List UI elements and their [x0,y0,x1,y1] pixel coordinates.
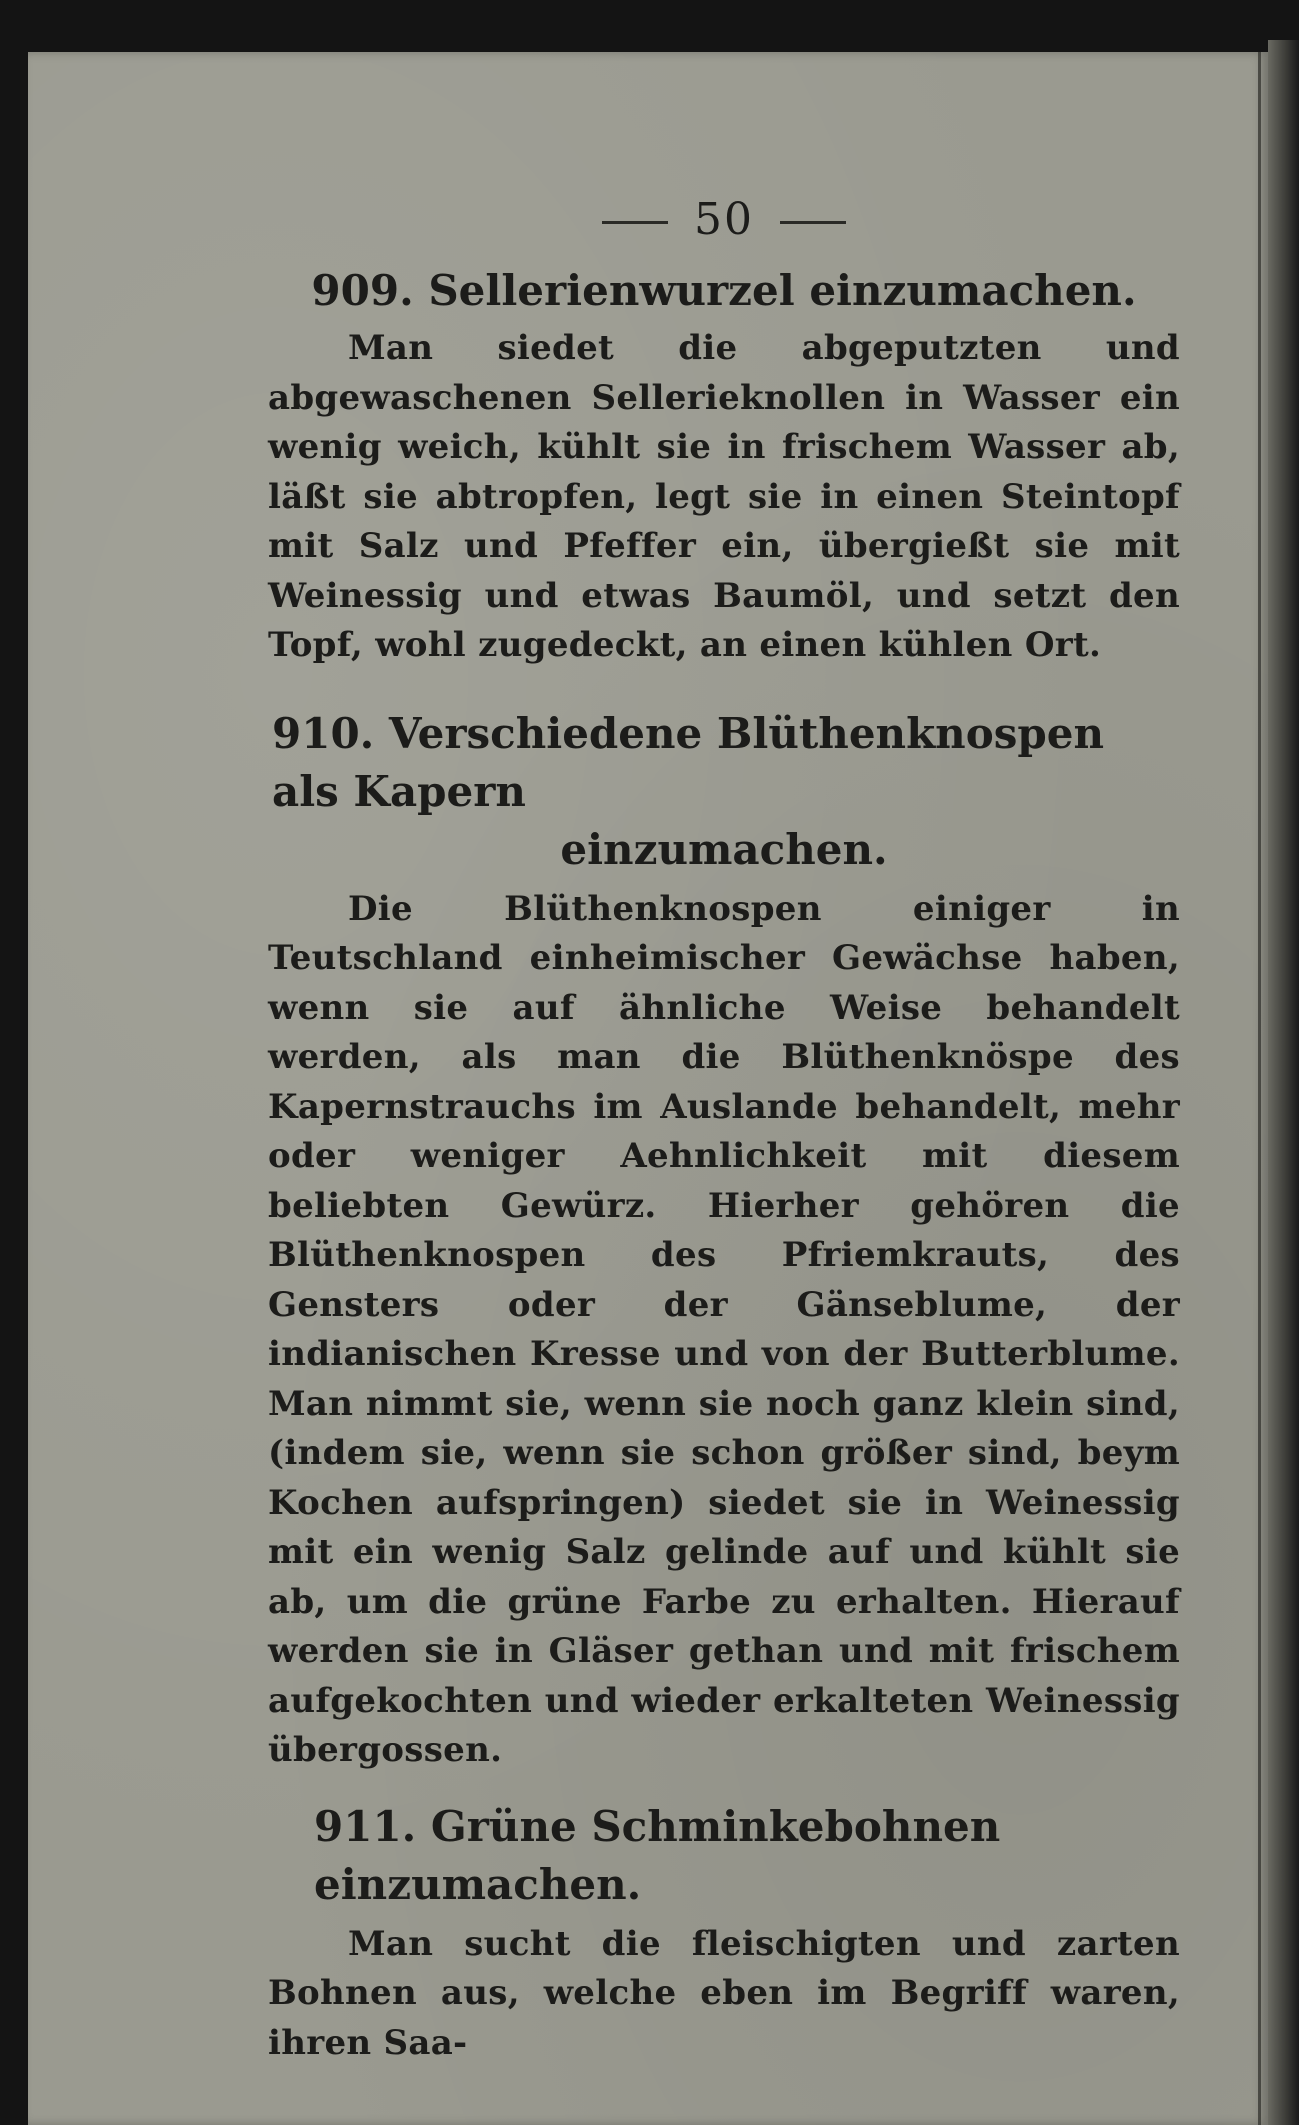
recipe-910-text: Die Blüthenknospen einiger in Teutschland einheimischer Gewächse haben, wenn sie auf ähnliche Weise behandelt werden, als man die Blüthenknöspe des Kapernstrauchs im Auslande behandelt, mehr oder weniger Aehnlichkeit mit diesem beliebten Gewürz. Hierher gehören die Blüthenknospen des Pfriemkrauts, des Gensters oder der Gänseblume, der indianischen Kresse und von der Butterblume. Man nimmt sie, wenn sie noch ganz klein sind, (indem sie, wenn sie schon größer sind, beym Kochen aufspringen) siedet sie in Weinessig mit ein wenig Salz gelinde auf und kühlt sie ab, um die grüne Farbe zu erhalten. Hierauf werden sie in Gläser gethan und mit frischem aufgekochten und wieder erkalteten Weinessig übergossen. [268,888,1180,1770]
recipe-909-heading: 909. Sellerienwurzel einzumachen. [311,266,1137,315]
page-header [268,190,1180,250]
page-text-block [268,190,1180,2068]
recipe-911-heading: 911. Grüne Schminkebohnen einzumachen. [314,1801,1001,1909]
page-fold [1258,52,1261,2125]
recipe-909-text: Man siedet die abgeputzten und abgewaschenen Sellerieknollen in Wasser ein wenig weich, kühlt sie in frischem Wasser ab, läßt sie abtropfen, legt sie in einen Steintopf mit Salz und Pfeffer ein, übergießt sie mit Weinessig und etwas Baumöl, und setzt den Topf, wohl zugedeckt, an einen kühlen Ort. [268,328,1180,665]
book-edge [1268,40,1299,2125]
page-number: 50 [694,194,754,245]
header-dash-right [780,221,846,224]
header-dash-left [602,221,668,224]
recipe-910-heading-continued: einzumachen. [560,824,888,874]
recipe-910-heading: 910. Verschiedene Blüthenknospen als Kapern [272,708,1105,816]
recipe-911-text: Man sucht die fleischigten und zarten Bohnen aus, welche eben im Begriff waren, ihren Saa- [268,1923,1180,2063]
